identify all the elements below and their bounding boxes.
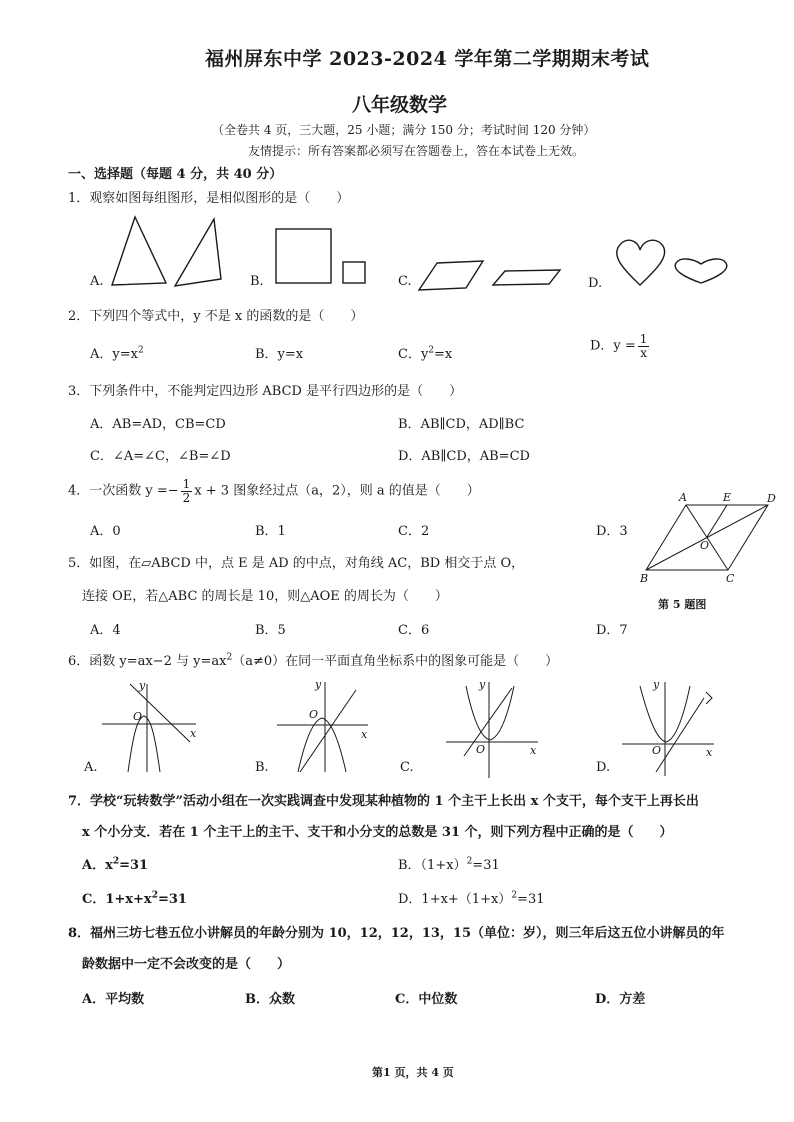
- q7-c-sup: 2: [151, 890, 158, 901]
- q8-option-d: D．方差: [595, 992, 646, 1007]
- q1-option-b: B.: [250, 274, 264, 289]
- q7-a-text: A．x: [82, 858, 113, 873]
- q5-stem-line1: 5．如图，在▱ABCD 中，点 E 是 AD 的中点，对角线 AC，BD 相交于点 O，: [68, 556, 525, 571]
- q6-c-line: [464, 688, 512, 756]
- q4-option-b: B．1: [255, 524, 286, 539]
- q2-a-sup: 2: [137, 345, 144, 356]
- q4-option-c: C．2: [398, 524, 430, 539]
- q6-d-stray-mark: [706, 692, 712, 704]
- q8-option-c: C．中位数: [395, 992, 458, 1007]
- q6-stem-post: （a≠0）在同一平面直角坐标系中的图象可能是（ ）: [232, 654, 559, 669]
- q7-d-sup: 2: [511, 890, 518, 901]
- q8-stem-line1: 8．福州三坊七巷五位小讲解员的年龄分别为 10，12，12，13，15（单位：岁），则三年后这五位小讲解员的年: [68, 926, 725, 941]
- q5-figure-caption: 第 5 题图: [658, 598, 707, 611]
- q5-label-e: E: [723, 491, 732, 504]
- q4-stem-pre: 4．一次函数 y =−: [68, 483, 179, 499]
- exam-title: 福州屏东中学 2023-2024 学年第二学期期末考试: [205, 48, 650, 70]
- q7-d-text: D．1+x+（1+x）: [398, 892, 512, 907]
- q6-c-origin: O: [476, 743, 486, 756]
- q4-option-a: A．0: [90, 524, 121, 539]
- q5-label-o: O: [700, 539, 710, 552]
- q6-option-a: A.: [84, 760, 98, 775]
- q6-c-parabola: [466, 686, 514, 740]
- q2-c-tail: =x: [434, 347, 453, 362]
- q6-b-x-label: x: [361, 728, 368, 741]
- q3-stem: 3．下列条件中，不能判定四边形 ABCD 是平行四边形的是（ ）: [68, 384, 463, 399]
- q7-a-sup: 2: [112, 856, 120, 867]
- q2-a-text: A．y=x: [90, 347, 138, 362]
- q1-option-a: A.: [90, 274, 104, 289]
- q6-d-y-label: y: [653, 678, 660, 691]
- q6-b-y-label: y: [315, 678, 322, 691]
- page-number: 第1 页，共 4 页: [372, 1066, 454, 1079]
- q2-c-text: C．y: [398, 347, 429, 362]
- exam-info: （全卷共 4 页，三大题，25 小题；满分 150 分；考试时间 120 分钟）: [212, 123, 596, 137]
- q2-stem: 2．下列四个等式中，y 不是 x 的函数的是（ ）: [68, 309, 364, 324]
- q6-b-line: [300, 690, 356, 772]
- q7-b-tail: =31: [472, 858, 500, 873]
- q7-b-text: B．（1+x）: [398, 858, 467, 873]
- q6-d-origin: O: [652, 744, 662, 757]
- exam-tip: 友情提示：所有答案都必须写在答题卷上，答在本试卷上无效。: [248, 144, 585, 158]
- q1-option-d: D.: [588, 276, 603, 291]
- q5-option-a: A．4: [90, 623, 121, 638]
- q8-option-a: A．平均数: [82, 992, 145, 1007]
- q7-d-tail: =31: [517, 892, 545, 907]
- q6-d-x-label: x: [706, 746, 713, 759]
- q5-label-c: C: [726, 572, 735, 585]
- q1-stem: 1．观察如图每组图形，是相似图形的是（ ）: [68, 191, 350, 206]
- q2-option-b: B．y=x: [255, 347, 304, 362]
- q6-c-x-label: x: [530, 744, 537, 757]
- q7-b-sup: 2: [466, 856, 473, 867]
- q7-option-a: [82, 854, 148, 873]
- q5-label-b: B: [640, 572, 649, 585]
- q6-graph-c: [446, 678, 538, 778]
- exam-subject: 八年级数学: [352, 94, 448, 116]
- q5-stem-line2: 连接 OE，若△ABC 的周长是 10，则△AOE 的周长为（ ）: [82, 589, 448, 604]
- q6-b-origin: O: [309, 708, 319, 721]
- q5-option-c: C．6: [398, 623, 430, 638]
- q4-option-d: D．3: [596, 524, 628, 539]
- q4-denominator: 2: [182, 490, 191, 505]
- q6-stem-sup: 2: [226, 652, 233, 663]
- q6-d-line: [656, 698, 704, 772]
- q6-a-origin: O: [133, 710, 143, 723]
- q6-c-y-label: y: [479, 678, 486, 691]
- q6-graph-d: [622, 678, 714, 776]
- q7-c-tail: =31: [157, 892, 187, 907]
- q2-c-sup: 2: [428, 345, 435, 356]
- q1-option-c: C.: [398, 274, 412, 289]
- q6-option-d: D.: [596, 760, 611, 775]
- q3-option-b: B．AB∥CD，AD∥BC: [398, 417, 525, 432]
- q7-option-c: [82, 888, 187, 907]
- q5-option-d: D．7: [596, 623, 628, 638]
- q6-graph-a: [102, 679, 197, 772]
- q5-label-d: D: [767, 492, 776, 505]
- q3-option-d: D．AB∥CD，AB=CD: [398, 449, 530, 464]
- q7-stem-line1: 7．学校“玩转数学”活动小组在一次实践调查中发现某种植物的 1 个主干上长出 x 个支干，每个支干上再长出: [68, 794, 699, 809]
- q6-a-x-label: x: [190, 727, 197, 740]
- q6-stem-pre: 6．函数 y=ax−2 与 y=ax: [68, 654, 227, 669]
- q7-stem-line2: x 个小分支．若在 1 个主干上的主干、支干和小分支的总数是 31 个，则下列方程中正确的是（ ）: [82, 825, 673, 840]
- q6-option-b: B.: [255, 760, 269, 775]
- q2-d-text: D．y =: [590, 338, 636, 354]
- q4-stem-post: x + 3 图象经过点（a，2），则 a 的值是（ ）: [194, 483, 480, 499]
- q4-numerator: 1: [182, 477, 191, 491]
- q7-option-b: [398, 854, 500, 873]
- q6-graph-b: [277, 678, 368, 772]
- q5-label-a: A: [679, 491, 687, 504]
- q3-option-a: A．AB=AD，CB=CD: [90, 417, 226, 432]
- q6-a-y-label: y: [139, 679, 146, 692]
- q3-option-c: C．∠A=∠C，∠B=∠D: [90, 449, 231, 464]
- q5-option-b: B．5: [255, 623, 286, 638]
- q7-a-tail: =31: [119, 858, 149, 873]
- q7-option-d: [398, 888, 544, 907]
- q8-option-b: B．众数: [245, 992, 295, 1007]
- q2-d-numerator: 1: [639, 332, 648, 346]
- section-heading: 一、选择题（每题 4 分，共 40 分）: [68, 167, 283, 182]
- q2-d-denominator: x: [640, 345, 647, 360]
- q7-c-text: C．1+x+x: [82, 892, 152, 907]
- q6-option-c: C.: [400, 760, 414, 775]
- q8-stem-line2: 龄数据中一定不会改变的是（ ）: [82, 957, 291, 972]
